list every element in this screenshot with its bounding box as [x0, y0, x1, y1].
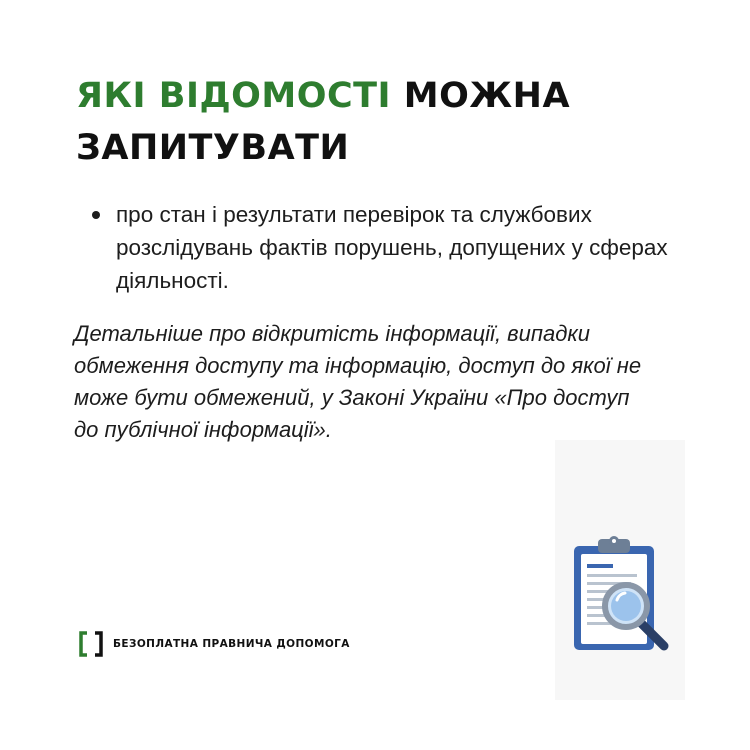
clipboard-magnifier-icon [568, 534, 678, 658]
list-item-text: про стан і результати перевірок та службових розслідувань фактів порушень, допущених у сферах діяльності. [116, 202, 668, 293]
page-title [76, 70, 676, 174]
brand-label: БЕЗОПЛАТНА ПРАВНИЧА ДОПОМОГА [113, 638, 350, 650]
law-reference-note: Детальніше про відкритість інформації, випадки обмеження доступу та інформацію, доступ до якої не може бути обмежений, у Законі України «Про доступ до публічної інформації». [74, 321, 642, 442]
title-accent: ЯКІ ВІДОМОСТІ [76, 76, 392, 116]
title-rest: МОЖНА [403, 76, 571, 116]
bullet-list [92, 198, 692, 297]
title-line2: ЗАПИТУВАТИ [76, 128, 350, 168]
list-item [92, 198, 692, 297]
brand-footer [78, 631, 350, 657]
bullet-dot-icon [92, 211, 100, 219]
brackets-logo-icon [78, 631, 104, 657]
